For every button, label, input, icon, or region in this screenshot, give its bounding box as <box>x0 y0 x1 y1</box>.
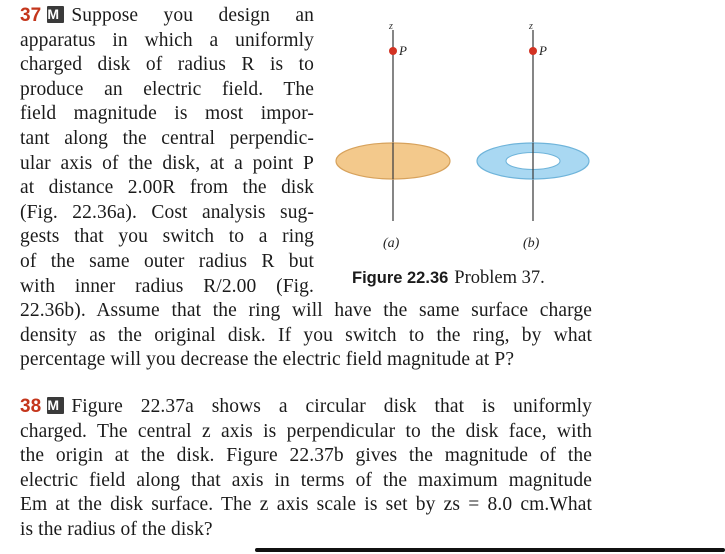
text-line: of the same outer radius R but <box>20 250 314 272</box>
text-line: Suppose you design an <box>71 5 314 26</box>
text-line: the origin at the disk. Figure 22.37b gives the magnitude of the <box>20 445 592 467</box>
problem-38-text <box>20 395 592 543</box>
difficulty-badge: M <box>47 397 64 414</box>
text-line: charged. The central z axis is perpendicular to the disk face, with <box>20 420 592 442</box>
page-edge-divider <box>255 548 725 552</box>
problem-38-line-1 <box>20 395 592 420</box>
point-p-label: P <box>399 43 407 58</box>
point-p-marker <box>529 47 537 55</box>
text-line: apparatus in which a uniformly <box>20 29 314 51</box>
problem-37-continuation <box>20 299 592 373</box>
problem-number: 38 <box>20 396 42 417</box>
text-line: ular axis of the disk, at a point P <box>20 152 314 174</box>
text-line: gests that you switch to a ring <box>20 226 314 248</box>
text-line: with inner radius R/2.00 (Fig. <box>20 275 314 297</box>
text-line: charged disk of radius R is to <box>20 54 314 76</box>
point-p-label: P <box>539 43 547 58</box>
text-line: field magnitude is most impor- <box>20 103 314 125</box>
difficulty-badge: M <box>47 6 64 23</box>
point-p-marker <box>389 47 397 55</box>
text-line: percentage will you decrease the electric field magnitude at P? <box>20 349 515 371</box>
figure-caption <box>352 268 545 289</box>
text-line: produce an electric field. The <box>20 78 314 100</box>
text-line: is the radius of the disk? <box>20 518 213 540</box>
text-line: density as the original disk. If you switch to the ring, by what <box>20 324 592 346</box>
problem-37-line-1 <box>20 4 314 29</box>
text-line: Figure 22.37a shows a circular disk that is uniformly <box>71 396 592 417</box>
text-line: at distance 2.00R from the disk <box>20 177 314 199</box>
text-line: tant along the central perpendic- <box>20 127 314 149</box>
figure-caption-label: Figure 22.36 <box>352 269 449 287</box>
figure-caption-text: Problem 37. <box>454 268 545 288</box>
problem-number: 37 <box>20 5 42 26</box>
text-line: 22.36b). Assume that the ring will have the same surface charge <box>20 300 592 321</box>
text-line: electric field along that axis in terms of the maximum magnitude <box>20 469 592 491</box>
problem-37-text <box>20 4 314 299</box>
z-axis-label: z <box>529 21 533 32</box>
panel-b-ring-diagram <box>477 21 589 221</box>
panel-a-label: (a) <box>383 236 400 251</box>
panel-a-disk-diagram <box>336 21 450 221</box>
text-line: (Fig. 22.36a). Cost analysis sug- <box>20 201 314 223</box>
z-axis-label: z <box>389 21 393 32</box>
figure-22-36 <box>325 0 615 290</box>
panel-b-label: (b) <box>523 236 540 251</box>
text-line: Em at the disk surface. The z axis scale is set by zs = 8.0 cm.What <box>20 494 592 516</box>
